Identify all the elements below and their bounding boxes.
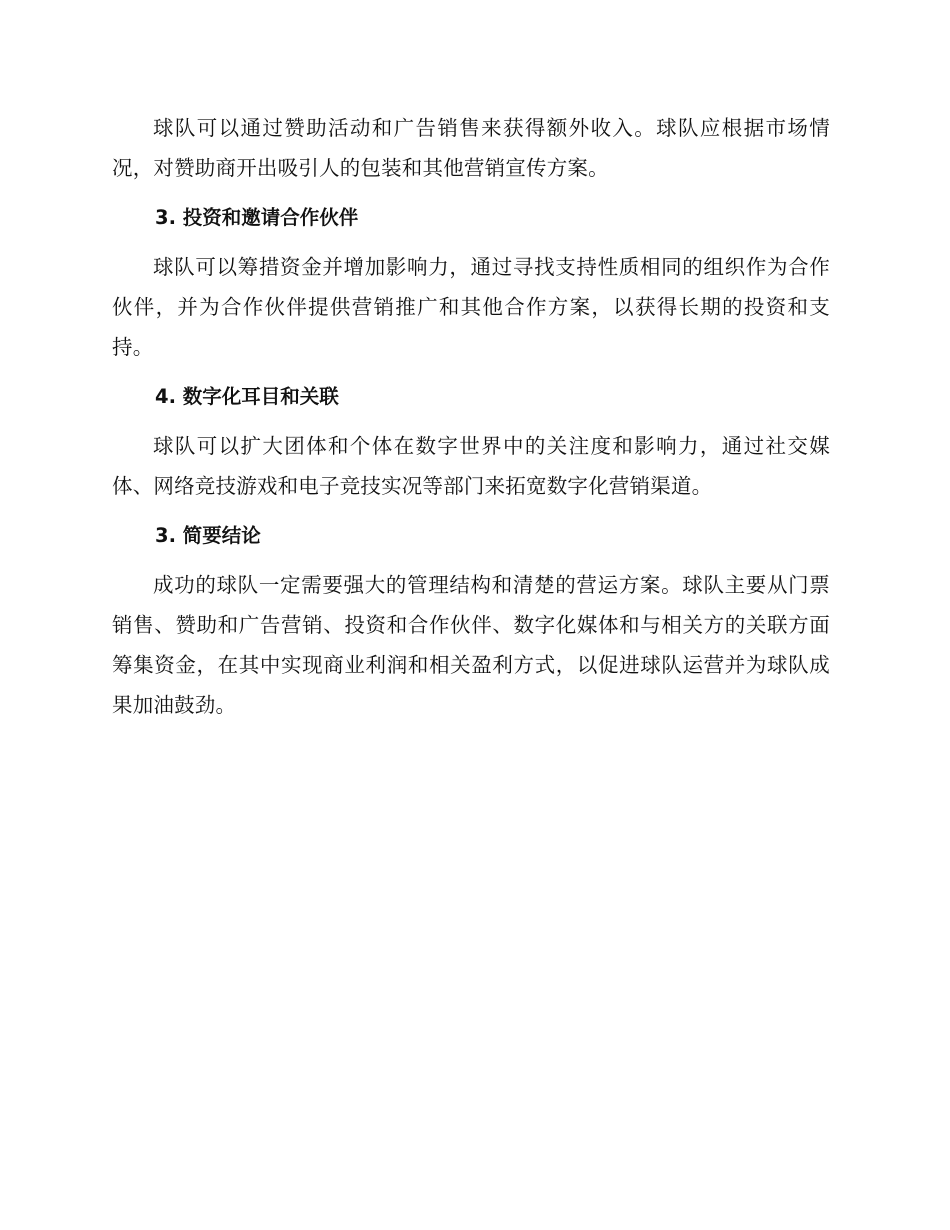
investment-paragraph: 球队可以筹措资金并增加影响力，通过寻找支持性质相同的组织作为合作伙伴，并为合作伙伴提供营销推广和其他合作方案，以获得长期的投资和支持。: [112, 255, 830, 359]
sponsorship-paragraph: 球队可以通过赞助活动和广告销售来获得额外收入。球队应根据市场情况，对赞助商开出吸引人的包装和其他营销宣传方案。: [112, 116, 830, 180]
investment-partners-heading: 3. 投资和邀请合作伙伴: [155, 206, 359, 229]
conclusion-paragraph: 成功的球队一定需要强大的管理结构和清楚的营运方案。球队主要从门票销售、赞助和广告营销、投资和合作伙伴、数字化媒体和与相关方的关联方面筹集资金，在其中实现商业利润和相关盈利方式，以促进球队运营并为球队成果加油鼓劲。: [112, 573, 830, 717]
conclusion-heading: 3. 简要结论: [155, 524, 261, 547]
digital-paragraph: 球队可以扩大团体和个体在数字世界中的关注度和影响力，通过社交媒体、网络竞技游戏和电子竞技实况等部门来拓宽数字化营销渠道。: [112, 434, 830, 498]
digital-heading: 4. 数字化耳目和关联: [155, 385, 339, 408]
document-page: [112, 108, 830, 725]
